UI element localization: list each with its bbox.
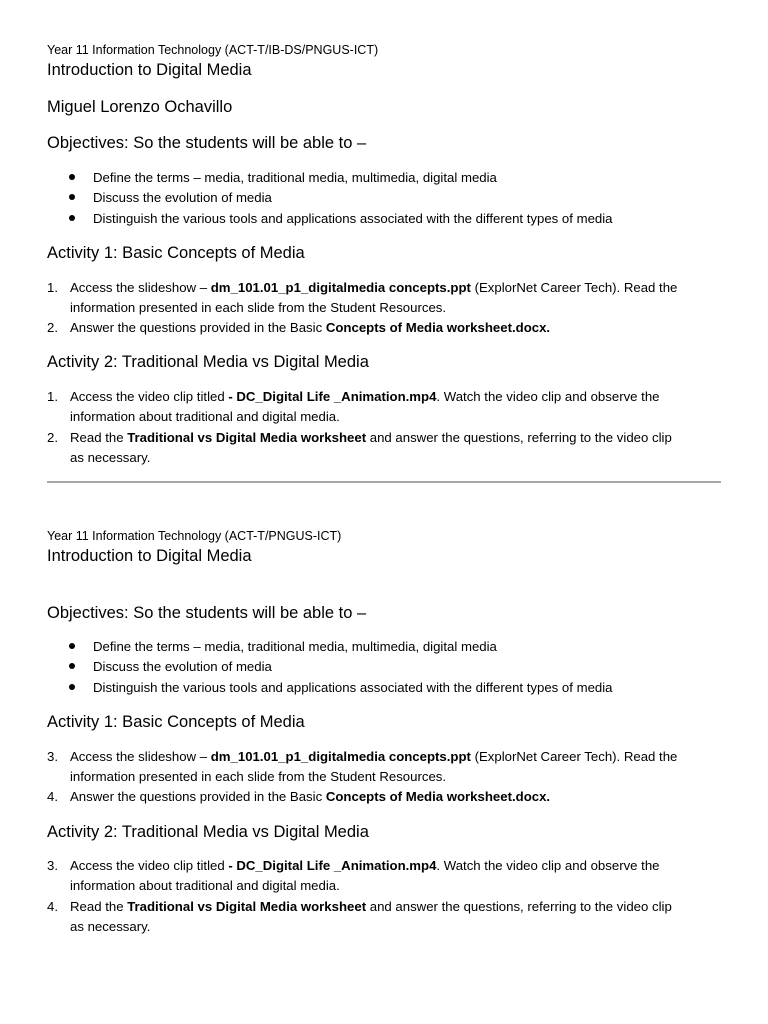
item-text: Read the [70,430,128,445]
activity-1-heading: Activity 1: Basic Concepts of Media [47,244,305,262]
bullet-icon [69,643,75,649]
activity-item-line: information presented in each slide from the Student Resources. [70,300,447,315]
item-text: Answer the questions provided in the Basic [70,320,326,335]
activity-item-line: information presented in each slide from the Student Resources. [70,769,447,784]
item-text: . Watch the video clip and observe the [436,389,660,404]
item-text: and answer the questions, referring to the video clip [366,430,672,445]
objectives-heading: Objectives: So the students will be able to – [47,604,367,622]
activity-item-line: as necessary. [70,919,151,934]
bullet-icon [69,194,75,200]
item-number: 1. [47,389,58,404]
activity-item-line [70,747,677,767]
activity-2-heading: Activity 2: Traditional Media vs Digital Media [47,353,369,371]
file-name: Concepts of Media worksheet.docx. [325,320,551,335]
item-text: Access the video clip titled [70,389,229,404]
objective-item: Discuss the evolution of media [93,659,272,674]
activity-2-heading: Activity 2: Traditional Media vs Digital Media [47,823,369,841]
author-name: Miguel Lorenzo Ochavillo [47,98,233,116]
course-meta: Year 11 Information Technology (ACT-T/IB-DS/PNGUS-ICT) [47,43,379,57]
bullet-icon [69,215,75,221]
activity-item-line [70,787,550,807]
item-text: Read the [70,899,128,914]
item-number: 3. [47,749,58,764]
doc-title: Introduction to Digital Media [47,61,252,79]
objective-item: Define the terms – media, traditional media, multimedia, digital media [93,170,497,185]
item-number: 4. [47,789,58,804]
section-divider [47,481,721,483]
course-meta: Year 11 Information Technology (ACT-T/PNGUS-ICT) [47,529,342,543]
file-name: dm_101.01_p1_digitalmedia concepts.ppt [210,749,471,764]
item-text: Access the slideshow – [70,280,211,295]
activity-item-line: information about traditional and digital media. [70,878,340,893]
bullet-icon [69,663,75,669]
bullet-icon [69,174,75,180]
item-text: (ExplorNet Career Tech). Read the [470,280,678,295]
activity-item-line [70,428,672,448]
activity-item-line [70,856,660,876]
item-number: 2. [47,430,58,445]
activity-item-line [70,318,550,338]
item-number: 3. [47,858,58,873]
item-number: 2. [47,320,58,335]
item-number: 1. [47,280,58,295]
activity-item-line [70,897,672,917]
objective-item: Define the terms – media, traditional media, multimedia, digital media [93,639,497,654]
item-text: Access the video clip titled [70,858,229,873]
objectives-heading: Objectives: So the students will be able to – [47,134,367,152]
item-number: 4. [47,899,58,914]
file-name: Traditional vs Digital Media worksheet [127,430,367,445]
objective-item: Distinguish the various tools and applications associated with the different types of media [93,211,613,226]
item-text: (ExplorNet Career Tech). Read the [470,749,678,764]
item-text: . Watch the video clip and observe the [436,858,660,873]
file-name: dm_101.01_p1_digitalmedia concepts.ppt [210,280,471,295]
bullet-icon [69,684,75,690]
activity-item-line [70,387,660,407]
file-name: - DC_Digital Life _Animation.mp4 [228,389,437,404]
objective-item: Distinguish the various tools and applications associated with the different types of media [93,680,613,695]
activity-1-heading: Activity 1: Basic Concepts of Media [47,713,305,731]
item-text: Access the slideshow – [70,749,211,764]
objective-item: Discuss the evolution of media [93,190,272,205]
file-name: Concepts of Media worksheet.docx. [325,789,551,804]
activity-item-line: as necessary. [70,450,151,465]
doc-title: Introduction to Digital Media [47,547,252,565]
activity-item-line: information about traditional and digital media. [70,409,340,424]
item-text: Answer the questions provided in the Basic [70,789,326,804]
activity-item-line [70,278,677,298]
file-name: - DC_Digital Life _Animation.mp4 [228,858,437,873]
file-name: Traditional vs Digital Media worksheet [127,899,367,914]
item-text: and answer the questions, referring to the video clip [366,899,672,914]
